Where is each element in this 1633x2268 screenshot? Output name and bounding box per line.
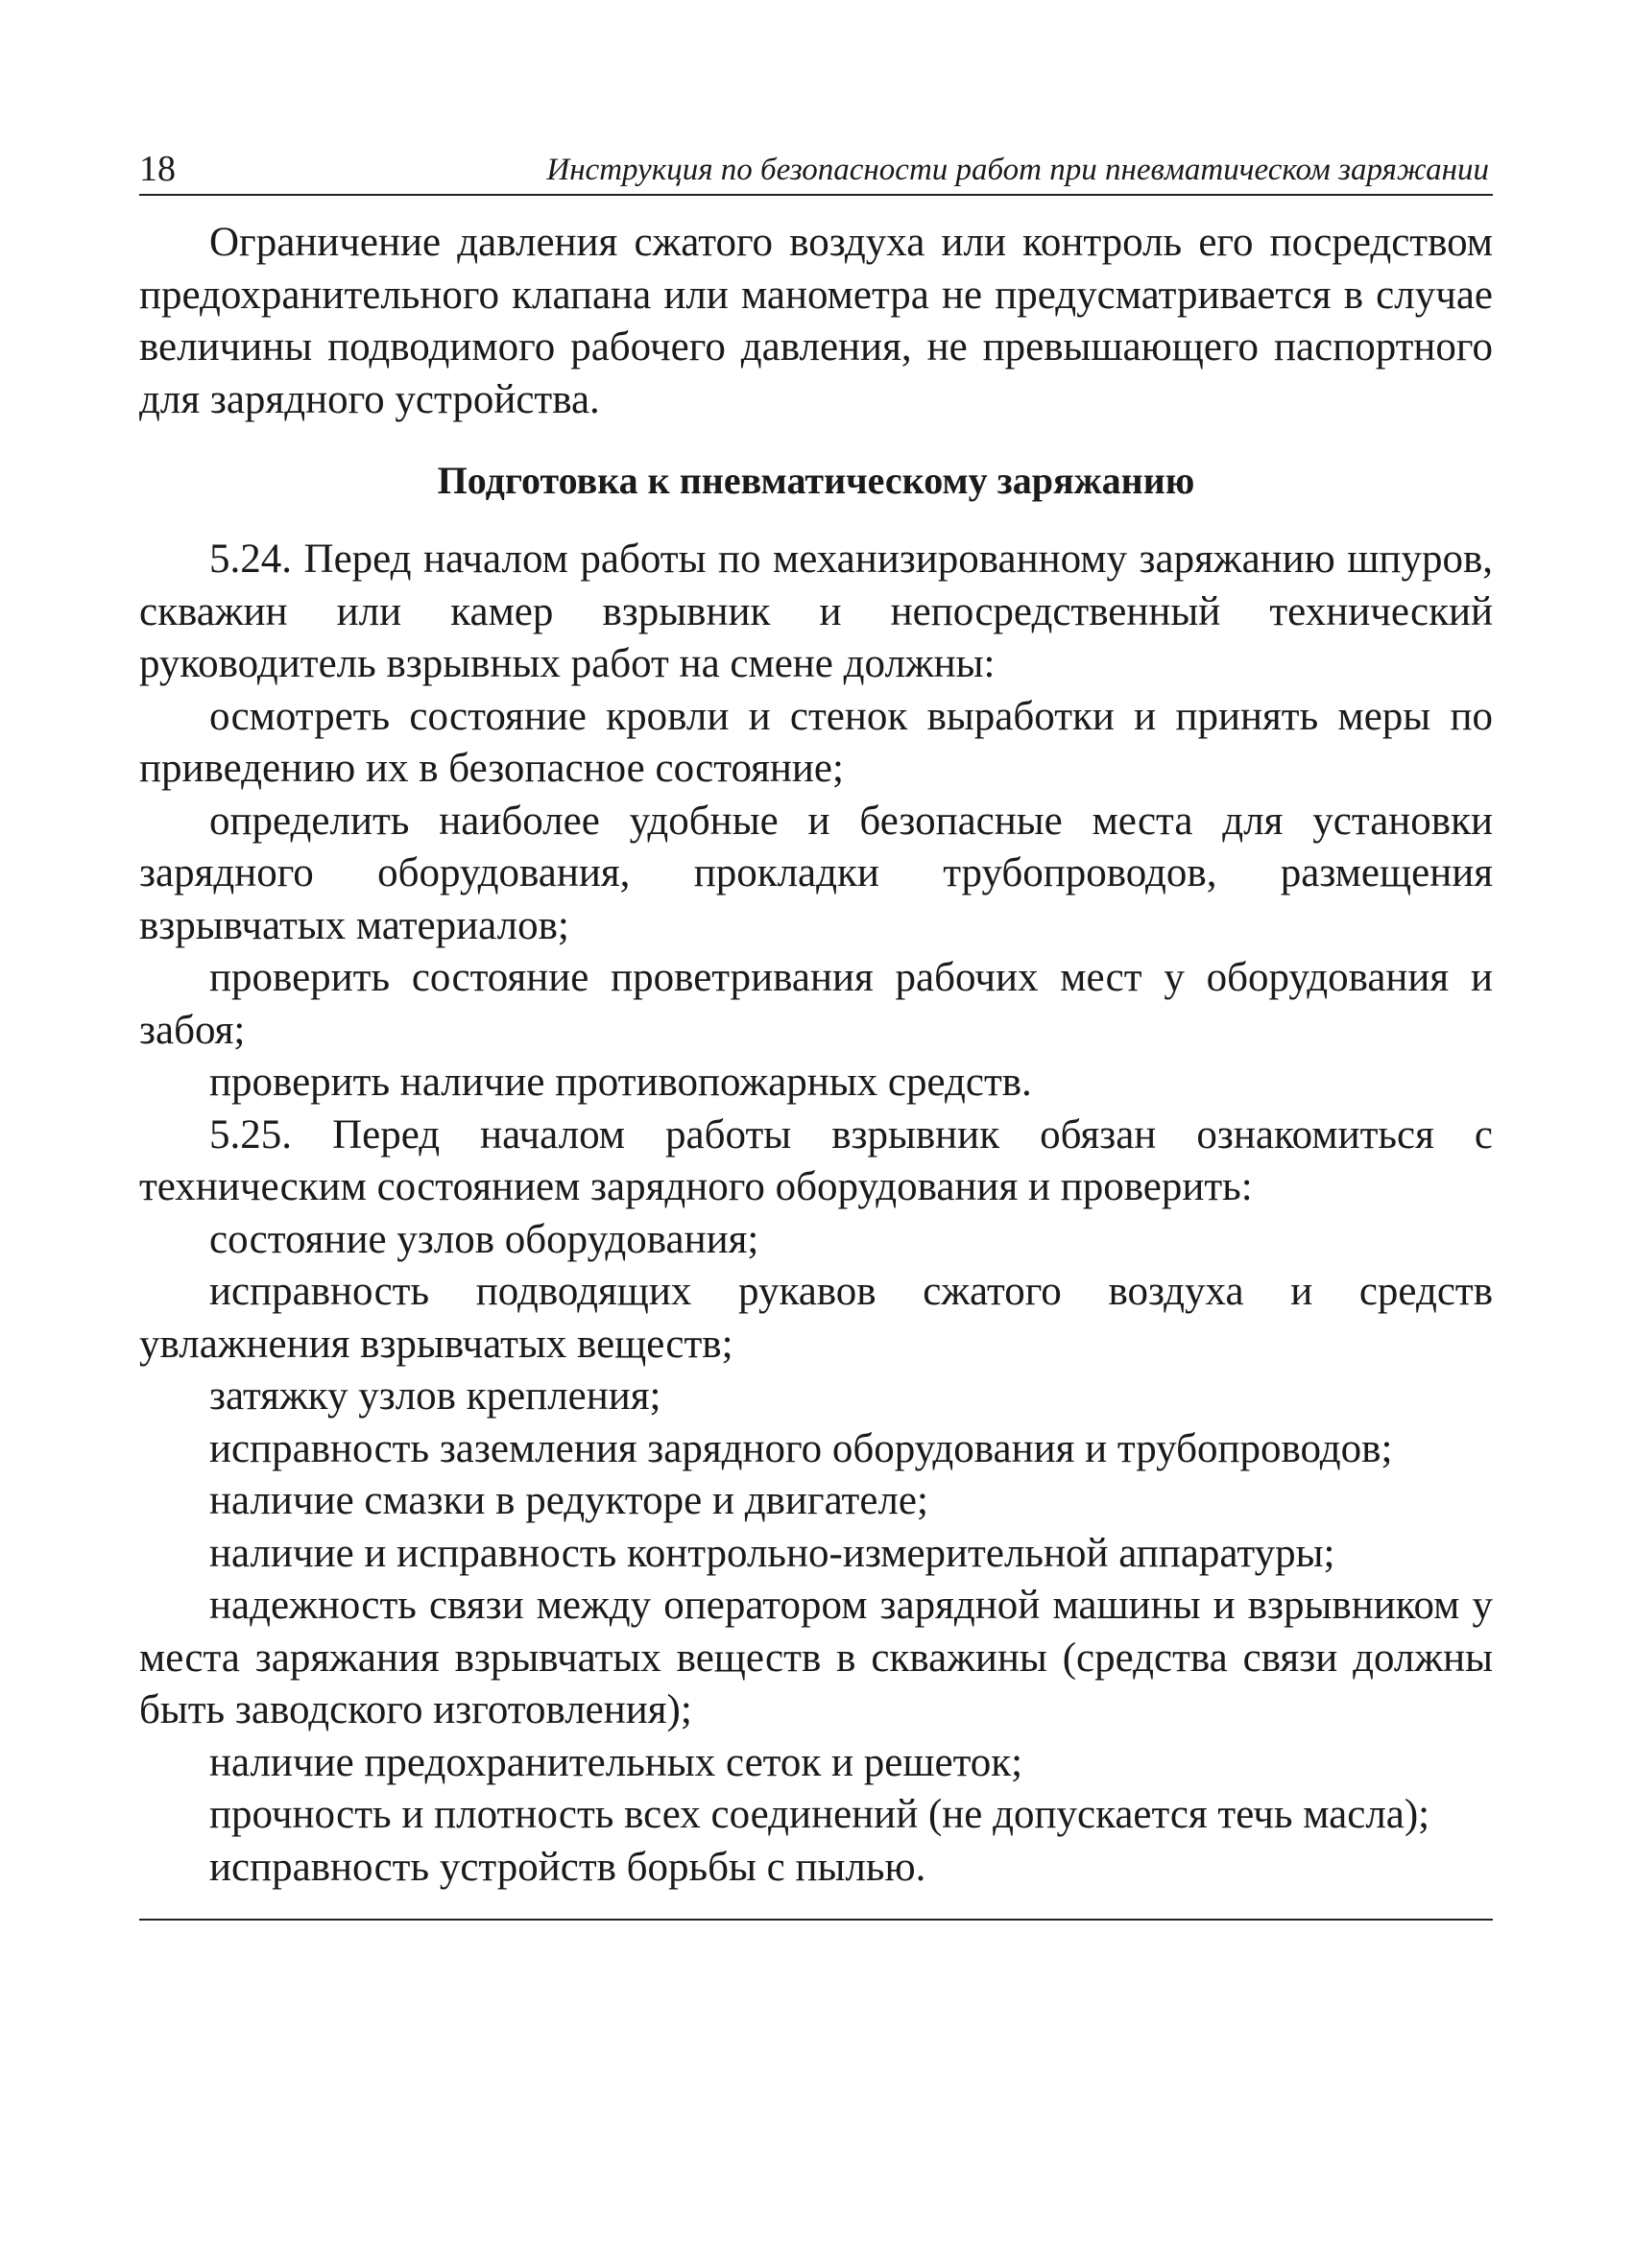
list-item: проверить состояние проветривания рабочих мест у оборудования и забоя;	[139, 955, 1493, 1053]
document-page	[139, 144, 1493, 1921]
page-number: 18	[139, 149, 176, 189]
list-item: прочность и плотность всех соединений (не допускается течь масла);	[209, 1792, 1430, 1837]
list-item: исправность устройств борьбы с пылью.	[209, 1844, 926, 1890]
intro-paragraph: Ограничение давления сжатого воздуха или контроль его посредством предохранительного клапана или манометра не предусматривается в случае величины подводимого рабочего давления, не превышающего паспортного для зарядного устройства.	[139, 220, 1493, 422]
list-item: осмотреть состояние кровли и стенок выработки и принять меры по приведению их в безопасное состояние;	[139, 693, 1493, 791]
list-item: определить наиболее удобные и безопасные места для установки зарядного оборудования, прокладки трубопроводов, размещения взрывчатых материалов;	[139, 798, 1493, 948]
document-body	[139, 217, 1493, 1894]
paragraph-5-25: 5.25. Перед началом работы взрывник обязан ознакомиться с техническим состоянием зарядного оборудования и проверить:	[139, 1111, 1493, 1209]
paragraph-5-24: 5.24. Перед началом работы по механизированному заряжанию шпуров, скважин или камер взрывник и непосредственный технический руководитель взрывных работ на смене должны:	[139, 537, 1493, 686]
list-item: проверить наличие противопожарных средств.	[209, 1060, 1032, 1105]
section-heading: Подготовка к пневматическому заряжанию	[437, 459, 1195, 502]
running-title: Инструкция по безопасности работ при пневматическом заряжании	[546, 153, 1489, 187]
list-item: наличие смазки в редукторе и двигателе;	[209, 1478, 928, 1523]
list-item: состояние узлов оборудования;	[209, 1216, 759, 1262]
list-item: наличие предохранительных сеток и решеток;	[209, 1739, 1023, 1785]
list-item: исправность заземления зарядного оборудования и трубопроводов;	[209, 1425, 1393, 1471]
list-item: исправность подводящих рукавов сжатого воздуха и средств увлажнения взрывчатых веществ;	[139, 1269, 1493, 1367]
list-item: наличие и исправность контрольно-измерительной аппаратуры;	[209, 1530, 1335, 1576]
list-item: затяжку узлов крепления;	[209, 1373, 661, 1419]
bottom-divider	[139, 1919, 1493, 1921]
list-item: надежность связи между оператором зарядной машины и взрывником у места заряжания взрывчатых веществ в скважины (средства связи должны быть заводского изготовления);	[139, 1583, 1493, 1732]
page-header	[139, 144, 1493, 196]
